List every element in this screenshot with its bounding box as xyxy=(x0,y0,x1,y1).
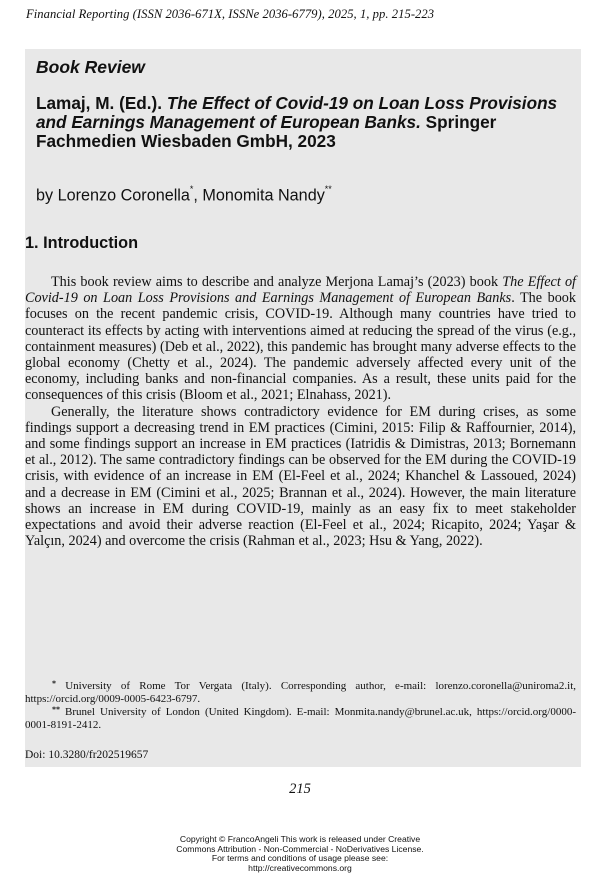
byline xyxy=(36,186,332,205)
paragraph-1-end: . The book focuses on the recent pandemic crisis, COVID-19. Although many countries have tried to counteract its effects by acting with interventions aimed at reducing the spread of the virus (e.g., containment measures) (Deb et al., 2022), this pandemic has brought many adverse effects to the global economy (Chetty et al., 2024). The pandemic adversely affected every unit of the economy, including banks and non-financial companies. As a result, these units paid for the consequences of this crisis (Bloom et al., 2021; Elnahass, 2021). xyxy=(25,290,576,404)
author-1-mark: * xyxy=(189,184,194,194)
author-2-mark: ** xyxy=(324,184,332,194)
footnote-2-mark: ** xyxy=(52,704,60,714)
section-heading: 1. Introduction xyxy=(25,234,139,252)
book-editor: Lamaj, M. (Ed.). xyxy=(36,93,163,113)
footnote-1-mark: * xyxy=(52,679,56,688)
license-line: Commons Attribution - Non-Commercial - NoDerivatives License. xyxy=(176,843,424,854)
license-notice xyxy=(0,835,600,873)
article-panel xyxy=(25,49,581,767)
paragraph-2: Generally, the literature shows contradictory evidence for EM during crises, as some findings support a decreasing trend in EM practices (Cimini, 2015: Filip & Raffournier, 2014), and some findings support an increase in EM practices (Iatridis & Dimistras, 2013; Bornemann et al., 2012). The same contradictory findings can be observed for the EM during the COVID-19 crisis, with evidence of an increase in EM (El-Feel et al., 2024; Khanchel & Lassoued, 2024) and a decrease in EM (Cimini et al., 2025; Brannan et al., 2024). However, the main literature shows an increase in EM during COVID-19, mainly as an easy fix to meet stakeholder expectations and avoid their adverse reaction (El-Feel et al., 2024; Ricapito, 2024; Yaşar & Yalçın, 2024) and overcome the crisis (Rahman et al., 2023; Hsu & Yang, 2022). xyxy=(25,403,576,550)
body-text xyxy=(25,274,576,549)
footnotes xyxy=(25,680,576,732)
paragraph-1 xyxy=(25,274,576,404)
footnote-1-text: University of Rome Tor Vergata (Italy). Corresponding author, e-mail: lorenzo.coronella@uniroma2.it, https://orcid.org/0009-0005-6423-6797. xyxy=(25,680,576,706)
book-publisher: Springer Fachmedien Wiesbaden GmbH, 2023 xyxy=(36,112,497,152)
byline-separator: , xyxy=(193,186,198,205)
license-line: For terms and conditions of usage please see: xyxy=(211,853,389,864)
book-title-italic: The Effect of Covid-19 on Loan Loss Provisions and Earnings Management of European Banks. xyxy=(36,93,558,133)
paragraph-1-book-title: The Effect of Covid-19 on Loan Loss Provisions and Earnings Management of European Banks xyxy=(25,274,576,307)
doi: Doi: 10.3280/fr202519657 xyxy=(25,749,149,761)
author-2: Monomita Nandy xyxy=(202,186,325,205)
footnote-1 xyxy=(25,680,576,706)
section-label: Book Review xyxy=(36,57,145,77)
book-title xyxy=(36,94,581,152)
paragraph-1-start: This book review aims to describe and analyze Merjona Lamaj’s (2023) book xyxy=(51,274,503,290)
byline-prefix: by xyxy=(36,186,54,205)
page-number: 215 xyxy=(289,781,311,797)
footnote-2-text: Brunel University of London (United Kingdom). E-mail: Monmita.nandy@brunel.ac.uk, https://orcid.org/0000-0001-8191-2412. xyxy=(25,705,576,732)
journal-header: Financial Reporting (ISSN 2036-671X, ISSNe 2036-6779), 2025, 1, pp. 215-223 xyxy=(26,7,435,21)
author-1: Lorenzo Coronella xyxy=(57,186,190,205)
license-link[interactable]: http://creativecommons.org xyxy=(248,862,352,873)
license-line: Copyright © FrancoAngeli This work is released under Creative xyxy=(179,834,421,844)
footnote-2 xyxy=(25,706,576,732)
